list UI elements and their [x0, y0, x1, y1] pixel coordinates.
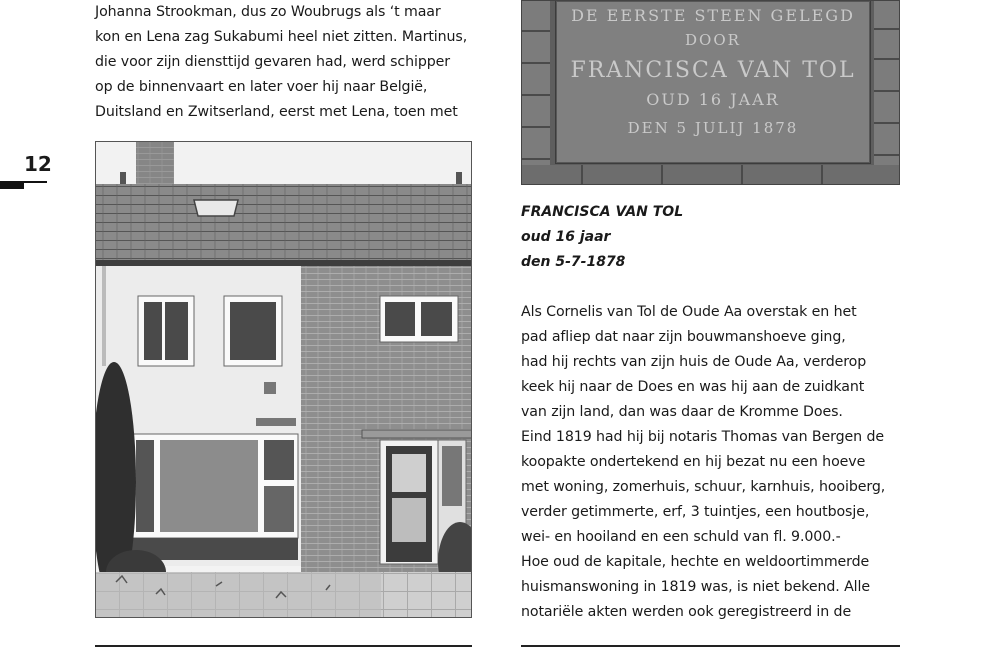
text-line: Eind 1819 had hij bij notaris Thomas van Bergen de [521, 429, 884, 445]
left-column-text [95, 0, 475, 125]
text-line: koopakte ondertekend en hij bezat nu een hoeve [521, 454, 866, 470]
text-line: kon en Lena zag Sukabumi heel niet zitten. Martinus, [95, 29, 468, 45]
right-column-text [521, 300, 901, 625]
text-line: keek hij naar de Does en was hij aan de zuidkant [521, 379, 865, 395]
stone-inscription-line: DOOR [685, 31, 741, 49]
stone-inscription-line: FRANCISCA VAN TOL [570, 58, 856, 83]
house-photo [95, 141, 472, 618]
text-line: met woning, zomerhuis, schuur, karnhuis, hooiberg, [521, 479, 886, 495]
caption-line: FRANCISCA VAN TOL [521, 204, 684, 220]
stone-inscription-line: OUD 16 JAAR [646, 90, 780, 109]
caption-line: oud 16 jaar [521, 229, 611, 245]
stone-illustration [522, 1, 900, 185]
foundation-stone-photo [521, 0, 900, 185]
text-line: van zijn land, dan was daar de Kromme Does. [521, 404, 843, 420]
text-line: huismanswoning in 1819 was, is niet bekend. Alle [521, 579, 870, 595]
text-line: wei- en hooiland en een schuld van fl. 9.000.- [521, 529, 841, 545]
page-marker-line [0, 181, 47, 183]
bottom-rule-right [521, 645, 900, 647]
text-line: Hoe oud de kapitale, hechte en weldoortimmerde [521, 554, 870, 570]
text-line: Duitsland en Zwitserland, eerst met Lena, toen met [95, 104, 458, 120]
text-line: Johanna Strookman, dus zo Woubrugs als ‘t maar [95, 4, 441, 20]
text-line: pad afliep dat naar zijn bouwmanshoeve ging, [521, 329, 846, 345]
house-illustration [96, 142, 472, 618]
text-line: verder getimmerte, erf, 3 tuintjes, een houtbosje, [521, 504, 870, 520]
text-line: had hij rechts van zijn huis de Oude Aa, verderop [521, 354, 867, 370]
text-line: op de binnenvaart en later voer hij naar België, [95, 79, 428, 95]
text-line: notariële akten werden ook geregistreerd in de [521, 604, 852, 620]
text-line: die voor zijn diensttijd gevaren had, werd schipper [95, 54, 451, 70]
text-line: Als Cornelis van Tol de Oude Aa overstak en het [521, 304, 857, 320]
page-number: 12 [24, 152, 52, 176]
stone-inscription-line: DEN 5 JULIJ 1878 [627, 119, 799, 137]
caption-line: den 5-7-1878 [521, 254, 626, 270]
stone-caption [521, 200, 881, 275]
stone-inscription-line: DE EERSTE STEEN GELEGD [571, 6, 855, 25]
bottom-rule-left [95, 645, 472, 647]
